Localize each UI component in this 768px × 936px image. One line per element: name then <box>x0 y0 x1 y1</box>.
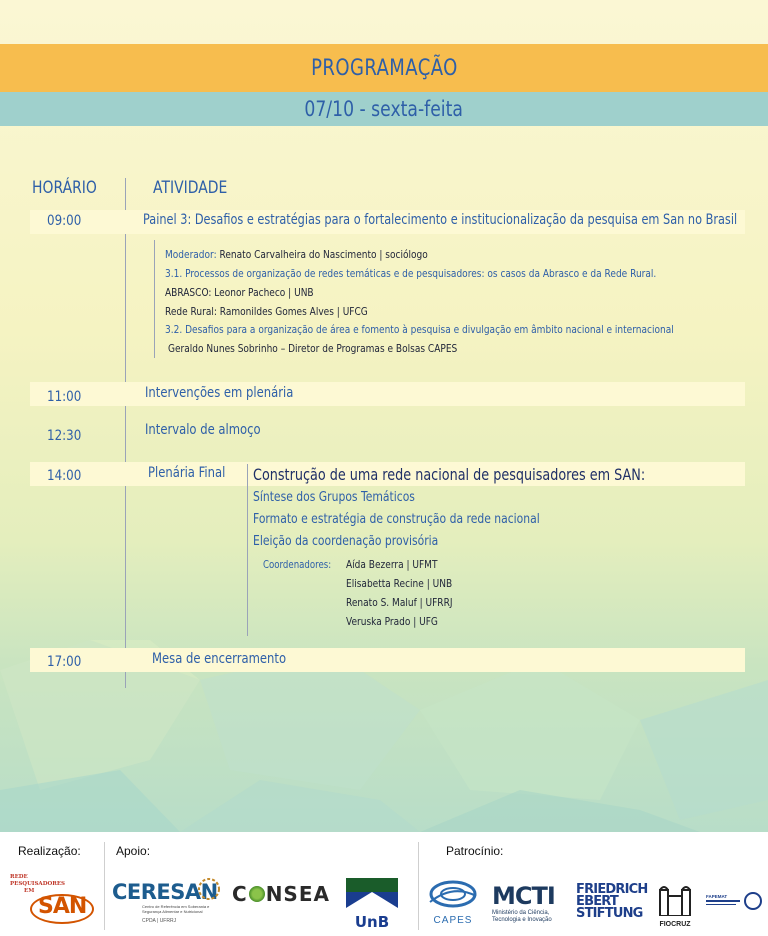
unb-text: UnB <box>354 913 390 931</box>
capes-emblem-icon <box>424 878 482 910</box>
plenary-item: Eleição da coordenação provisória <box>253 533 439 549</box>
plenary-item: Síntese dos Grupos Temáticos <box>253 489 415 505</box>
realizacao-label: Realização: <box>18 844 81 858</box>
consea-rest: NSEA <box>265 882 330 906</box>
patrocinio-label: Patrocínio: <box>446 844 504 858</box>
fiocruz-logo <box>654 882 696 928</box>
mcti-text: MCTI <box>492 882 555 910</box>
program-title: PROGRAMAÇÃO <box>310 55 458 81</box>
ceresan-footnote: CPDA | UFRRJ <box>142 918 177 924</box>
column-divider <box>125 178 126 688</box>
plenary-item: Formato e estratégia de construção da rede nacional <box>253 511 540 527</box>
ceresan-text: CERESAN <box>112 880 218 904</box>
consea-sun-icon <box>249 886 265 902</box>
capes-text: CAPES <box>433 915 473 926</box>
fapemat-text: FAPEMAT <box>706 894 728 899</box>
activity-column-header: ATIVIDADE <box>153 178 228 198</box>
footer-divider <box>418 842 419 930</box>
session-row-1700 <box>30 648 745 672</box>
ceresan-logo <box>112 880 230 930</box>
fes-logo <box>576 882 648 924</box>
coordinator: Aída Bezerra | UFMT <box>346 558 438 571</box>
time-column-header: HORÁRIO <box>32 178 97 198</box>
apoio-label: Apoio: <box>116 844 151 858</box>
plenary-divider <box>247 464 248 636</box>
consea-c: C <box>232 882 248 906</box>
unb-logo <box>346 878 398 931</box>
coordinators-label: Coordenadores: <box>263 559 332 571</box>
rede-logo-text-mid: PESQUISADORES <box>10 881 65 887</box>
session-time: 12:30 <box>47 428 82 444</box>
fiocruz-castle-icon <box>654 882 696 916</box>
session-title: Intervenções em plenária <box>145 385 294 401</box>
moderator-name: Renato Carvalheira do Nascimento | sociólogo <box>219 248 428 261</box>
topic-3-2: 3.2. Desafios para a organização de área e fomento à pesquisa e divulgação em âmbito nacional e internacional <box>165 323 674 336</box>
rede-san-logo <box>10 874 98 924</box>
rede-logo-text-em: EM <box>24 888 35 894</box>
unb-emblem-icon <box>346 878 398 908</box>
moderator-line <box>165 248 428 261</box>
fiocruz-text: FIOCRUZ <box>659 921 691 928</box>
date-band <box>0 92 768 126</box>
ceresan-subtitle: Centro de Referência em Soberania e Segurança Alimentar e Nutricional <box>142 904 210 914</box>
mcti-logo <box>492 882 566 926</box>
ceresan-leaf-icon <box>196 876 222 902</box>
session-time: 11:00 <box>47 389 82 405</box>
program-date: 07/10 - sexta-feita <box>304 97 464 121</box>
session-title: Painel 3: Desafios e estratégias para o fortalecimento e institucionalização da pesquisa em San no Brasil <box>143 212 738 228</box>
program-title-band <box>0 44 768 92</box>
session-row-1100 <box>30 382 745 406</box>
session-title: Intervalo de almoço <box>145 422 261 438</box>
session-time: 14:00 <box>47 468 82 484</box>
session-time: 09:00 <box>47 213 82 229</box>
coordinator: Veruska Prado | UFG <box>346 615 438 628</box>
mcti-subtitle-1: Ministério da Ciência, <box>492 910 550 916</box>
fes-line-1: FRIEDRICH <box>576 882 648 897</box>
details-divider <box>154 240 155 358</box>
fes-line-3: STIFTUNG <box>576 906 643 921</box>
rede-logo-text-top: REDE <box>10 874 28 880</box>
footer-divider <box>104 842 105 930</box>
capes-logo <box>424 878 482 928</box>
session-time: 17:00 <box>47 654 82 670</box>
plenary-label: Plenária Final <box>148 465 226 481</box>
rede-rural-speaker: Rede Rural: Ramonildes Gomes Alves | UFCG <box>165 305 368 318</box>
topic-3-1: 3.1. Processos de organização de redes temáticas e de pesquisadores: os casos da Abrasco e da Rede Rural. <box>165 267 657 280</box>
consea-logo <box>232 882 336 908</box>
moderator-label: Moderador: <box>165 248 217 261</box>
plenary-title: Construção de uma rede nacional de pesquisadores em SAN: <box>253 465 646 484</box>
coordinator: Elisabetta Recine | UNB <box>346 577 453 590</box>
capes-speaker: Geraldo Nunes Sobrinho – Diretor de Programas e Bolsas CAPES <box>168 342 458 355</box>
fapemat-seal-icon <box>744 892 762 910</box>
session-title: Mesa de encerramento <box>152 651 287 667</box>
coordinator: Renato S. Maluf | UFRRJ <box>346 596 453 609</box>
sponsors-footer <box>0 832 768 936</box>
fapemat-logo <box>706 892 764 916</box>
mcti-subtitle-2: Tecnologia e Inovação <box>492 917 552 923</box>
fes-line-2: EBERT <box>576 894 618 909</box>
rede-logo-san: SAN <box>38 894 87 919</box>
abrasco-speaker: ABRASCO: Leonor Pacheco | UNB <box>165 286 314 299</box>
